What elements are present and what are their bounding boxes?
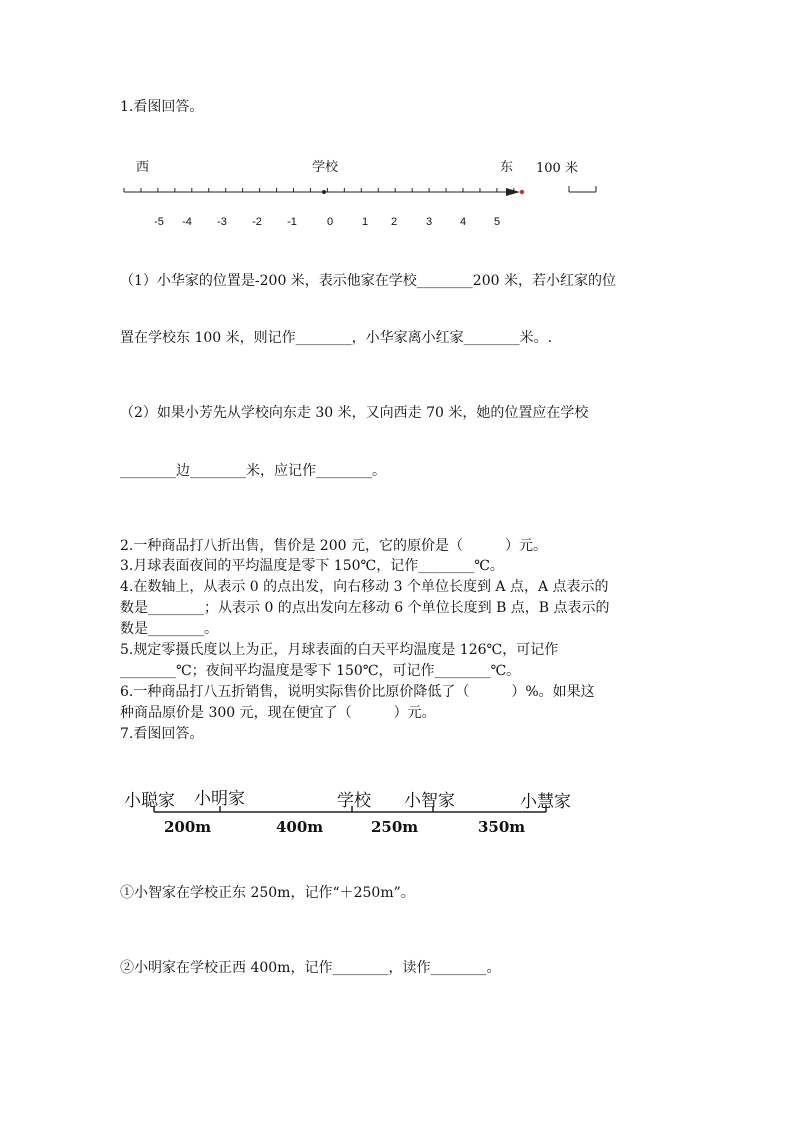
number-line-tick-label: 5 (493, 216, 501, 228)
number-line-tick-label: -5 (154, 216, 164, 228)
number-line-tick-label: 4 (459, 216, 467, 228)
q3-text: 3.月球表面夜间的平均温度是零下 150℃，记作________℃。 (120, 558, 504, 574)
q1-part1-line2: 置在学校东 100 米，则记作________，小华家离小红家________米。. (120, 330, 553, 346)
scale-bar (569, 186, 596, 192)
west-label: 西 (136, 160, 150, 175)
place-xiaocong: 小聪家 (124, 791, 175, 811)
dist-250: 250m (371, 818, 419, 836)
place-school: 学校 (337, 791, 371, 811)
east-label: 东 (500, 160, 514, 175)
place-xiaohui: 小慧家 (520, 792, 571, 812)
place-xiaozhi: 小智家 (404, 791, 455, 811)
school-label: 学校 (312, 160, 339, 175)
q4-line2: 数是________；从表示 0 的点出发向左移动 6 个单位长度到 B 点，B 点表示的 (120, 600, 610, 616)
number-line-tick-label: 1 (361, 216, 369, 228)
number-line-tick-label: 2 (390, 216, 398, 228)
q2-text: 2.一种商品打八折出售，售价是 200 元，它的原价是（ ）元。 (120, 538, 547, 554)
q1-title: 1.看图回答。 (120, 99, 204, 115)
q1-part2-line1: （2）如果小芳先从学校向东走 30 米，又向西走 70 米，她的位置应在学校 (120, 405, 589, 421)
number-line-ticks (124, 188, 514, 192)
number-line-tick-label: -3 (217, 216, 227, 228)
q4-line1: 4.在数轴上，从表示 0 的点出发，向右移动 3 个单位长度到 A 点，A 点表示的 (120, 579, 609, 595)
q7-answer1: ①小智家在学校正东 250m，记作“＋250m”。 (120, 885, 415, 901)
number-line-tick-label: -1 (287, 216, 297, 228)
q6-line1: 6.一种商品打八五折销售，说明实际售价比原价降低了（ ）%。如果这 (120, 684, 595, 700)
q7-answer2: ②小明家在学校正西 400m，记作________，读作________。 (120, 960, 501, 976)
q1-part1-line1: （1）小华家的位置是-200 米，表示他家在学校________200 米，若小红家的位 (120, 273, 616, 289)
q6-line2: 种商品原价是 300 元，现在便宜了（ ）元。 (120, 705, 436, 721)
scale-label: 100 米 (536, 161, 578, 176)
number-line (0, 180, 794, 240)
q4-line3: 数是________。 (120, 621, 218, 637)
q5-line1: 5.规定零摄氏度以上为正，月球表面的白天平均温度是 126℃，可记作 (120, 642, 559, 658)
number-line-tick-label: -4 (182, 216, 192, 228)
number-line-tick-label: 0 (326, 216, 334, 228)
q1-part2-line2: ________边________米，应记作________。 (120, 463, 386, 479)
dist-350: 350m (478, 818, 526, 836)
dist-200: 200m (164, 818, 212, 836)
dist-400: 400m (276, 818, 324, 836)
q5-line2: ________℃；夜间平均温度是零下 150℃，可记作________℃。 (120, 663, 521, 679)
place-xiaoming: 小明家 (194, 789, 245, 809)
number-line-tick-label: -2 (252, 216, 262, 228)
number-line-axis (124, 188, 524, 196)
q7-title: 7.看图回答。 (120, 726, 204, 742)
number-line-tick-label: 3 (425, 216, 433, 228)
